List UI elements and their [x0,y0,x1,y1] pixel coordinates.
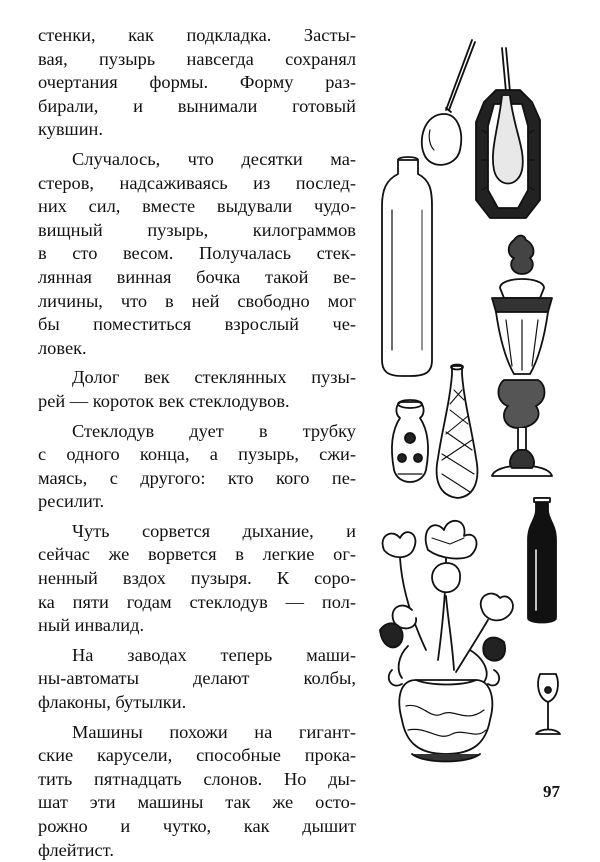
text-line: ские карусели, способные прока- [38,745,356,766]
text-line: кувшин. [38,119,103,140]
text-line: ны-автоматы делают колбы, [38,668,356,689]
text-line: ка пяти годам стеклодув — пол- [38,591,356,612]
glassware-illustration [372,30,582,775]
text-line: ный инвалид. [38,615,145,636]
text-line: Случалось, что десятки ма- [72,148,356,169]
paragraph-p1 [38,24,356,142]
text-line: тить пятнадцать слонов. Но ды- [38,768,356,789]
text-line: рожно и чутко, как дышит [38,816,356,836]
text-line: На заводах теперь маши- [72,644,356,665]
wine-bottle-drawing [528,498,556,623]
small-wine-glass-drawing [536,674,560,734]
tall-bottle-drawing [382,157,432,376]
paragraph-p2 [38,148,356,360]
text-line: личины, что в ней свободно мог [38,290,356,311]
text-line: в сто весом. Получалась стек- [38,243,356,264]
paragraph-p3 [38,366,356,413]
text-line: лянная винная бочка такой ве- [38,266,356,287]
text-line: сейчас же ворвется в легкие ог- [38,544,356,565]
text-line: Машины похожи на гигант- [72,721,356,742]
paragraph-p6 [38,644,356,715]
swirl-vase-drawing [437,365,478,499]
page-number: 97 [543,782,560,801]
text-line: Стеклодув дует в трубку [72,420,356,441]
covered-goblet-drawing [492,236,552,477]
text-line: Чуть сорвется дыхание, и [72,520,356,541]
small-cup-drawing [392,400,428,482]
glass-mould-drawing [476,48,540,218]
text-line: ресилит. [38,491,105,512]
text-line: вищный пузырь, килограммов [38,219,356,240]
text-line: ненный вздох пузыря. К соро- [38,568,356,589]
text-line: ловек. [38,337,87,358]
text-line: флейтист. [38,839,114,860]
text-line: рей — короток век стеклодувов. [38,390,290,411]
text-line: них сил, вместе выдували чудо- [38,196,356,217]
text-line: вая, пузырь навсегда сохранял [38,48,356,69]
text-line: маясь, с другого: кто кого пе- [38,467,356,488]
text-line: Долог век стеклянных пузы- [72,367,356,388]
flower-bouquet-drawing [380,521,513,762]
paragraph-p4 [38,420,356,514]
text-line: стенки, как подкладка. Засты- [38,25,356,45]
paragraph-p7 [38,721,356,862]
text-line: флаконы, бутылки. [38,692,187,713]
blowpipe-bubble-drawing [422,40,475,165]
text-line: шат эти машины так же осто- [38,792,356,813]
text-line: бы поместиться взрослый че- [38,314,356,335]
paragraph-p5 [38,520,356,638]
text-line: бирали, и вынимали готовый [38,95,356,116]
body-text [38,24,356,862]
text-line: стеров, надсаживаясь из послед- [38,172,356,193]
text-line: очертания формы. Форму раз- [38,72,356,93]
text-line: с одного конца, а пузырь, сжи- [38,444,356,465]
